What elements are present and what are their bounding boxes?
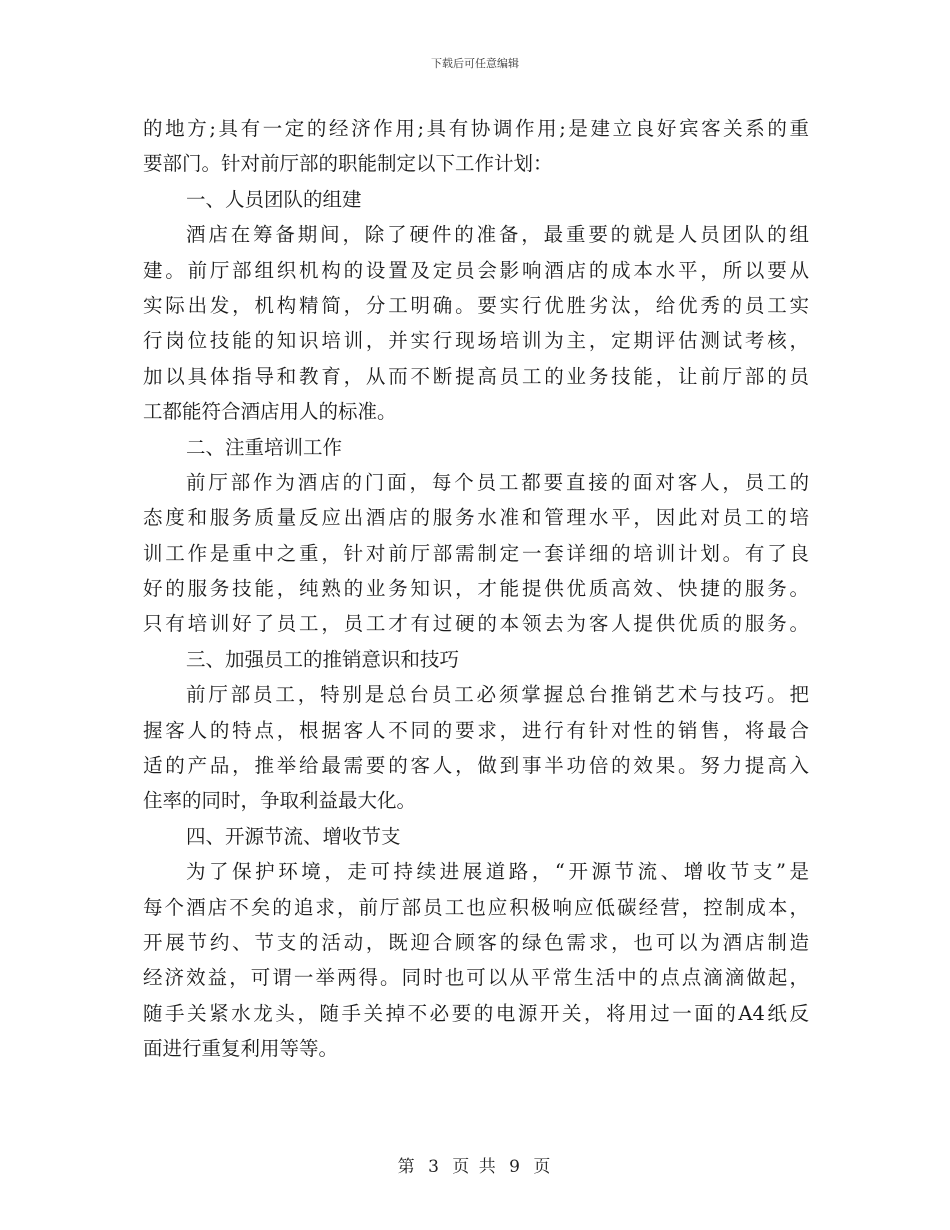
text-line: 前厅部员工，特别是总台员工必须掌握总台推销艺术与技巧。把: [186, 683, 809, 707]
text-line: 三、加强员工的推销意识和技巧: [186, 647, 460, 671]
header-note: 下载后可任意编辑: [431, 57, 519, 70]
text-line: 的地方;具有一定的经济作用;具有协调作用;是建立良好宾客关系的重: [143, 117, 809, 140]
text-line: 要部门。针对前厅部的职能制定以下工作计划：: [143, 152, 553, 176]
text-line: 二、注重培训工作: [186, 435, 343, 459]
text-line: 加以具体指导和教育，从而不断提高员工的业务技能，让前厅部的员: [143, 364, 809, 388]
text-line: 面进行重复利用等等。: [143, 1037, 339, 1061]
text-line: 好的服务技能，纯熟的业务知识，才能提供优质高效、快捷的服务。: [143, 577, 809, 601]
text-line: 只有培训好了员工，员工才有过硬的本领去为客人提供优质的服务。: [143, 612, 809, 636]
text-line: 握客人的特点，根据客人不同的要求，进行有针对性的销售，将最合: [143, 718, 809, 742]
text-line: 每个酒店不矣的追求，前厅部员工也应积极响应低碳经营，控制成本，: [143, 895, 809, 919]
text-line: 一、人员团队的组建: [186, 187, 362, 211]
text-line: 实际出发，机构精简，分工明确。要实行优胜劣汰，给优秀的员工实: [143, 293, 809, 317]
text-line: 酒店在筹备期间，除了硬件的准备，最重要的就是人员团队的组: [186, 223, 809, 247]
text-line: 工都能符合酒店用人的标准。: [143, 400, 397, 424]
text-line: 态度和服务质量反应出酒店的服务水准和管理水平，因此对员工的培: [143, 506, 809, 530]
text-line: 建。前厅部组织机构的设置及定员会影响酒店的成本水平，所以要从: [143, 258, 809, 282]
text-line: 适的产品，推举给最需要的客人，做到事半功倍的效果。努力提高入: [143, 754, 809, 778]
footer-total-pages: 9: [509, 1157, 522, 1177]
text-line: 为了保护环境，走可持续进展道路，“开源节流、增收节支”是: [186, 860, 809, 884]
text-line: 行岗位技能的知识培训，并实行现场培训为主，定期评估测试考核，: [143, 329, 809, 353]
footer-suffix: 页: [533, 1157, 553, 1177]
text-line: 经济效益，可谓一举两得。同时也可以从平常生活中的点点滴滴做起，: [143, 966, 809, 990]
footer-prefix: 第: [397, 1157, 417, 1177]
text-line: 四、开源节流、增收节支: [186, 824, 401, 848]
footer-middle: 页 共: [452, 1157, 498, 1177]
text-line: 开展节约、节支的活动，既迎合顾客的绿色需求，也可以为酒店制造: [143, 930, 809, 954]
text-line: 前厅部作为酒店的门面，每个员工都要直接的面对客人，员工的: [186, 470, 809, 494]
text-line: 住率的同时，争取利益最大化。: [143, 789, 417, 813]
text-line: 随手关紧水龙头，随手关掉不必要的电源开关，将用过一面的A4纸反: [143, 1001, 809, 1025]
footer-page-number: 3: [428, 1157, 441, 1177]
text-line: 训工作是重中之重，针对前厅部需制定一套详细的培训计划。有了良: [143, 541, 809, 565]
page-footer: [0, 1152, 950, 1177]
document-body: [143, 111, 809, 1067]
